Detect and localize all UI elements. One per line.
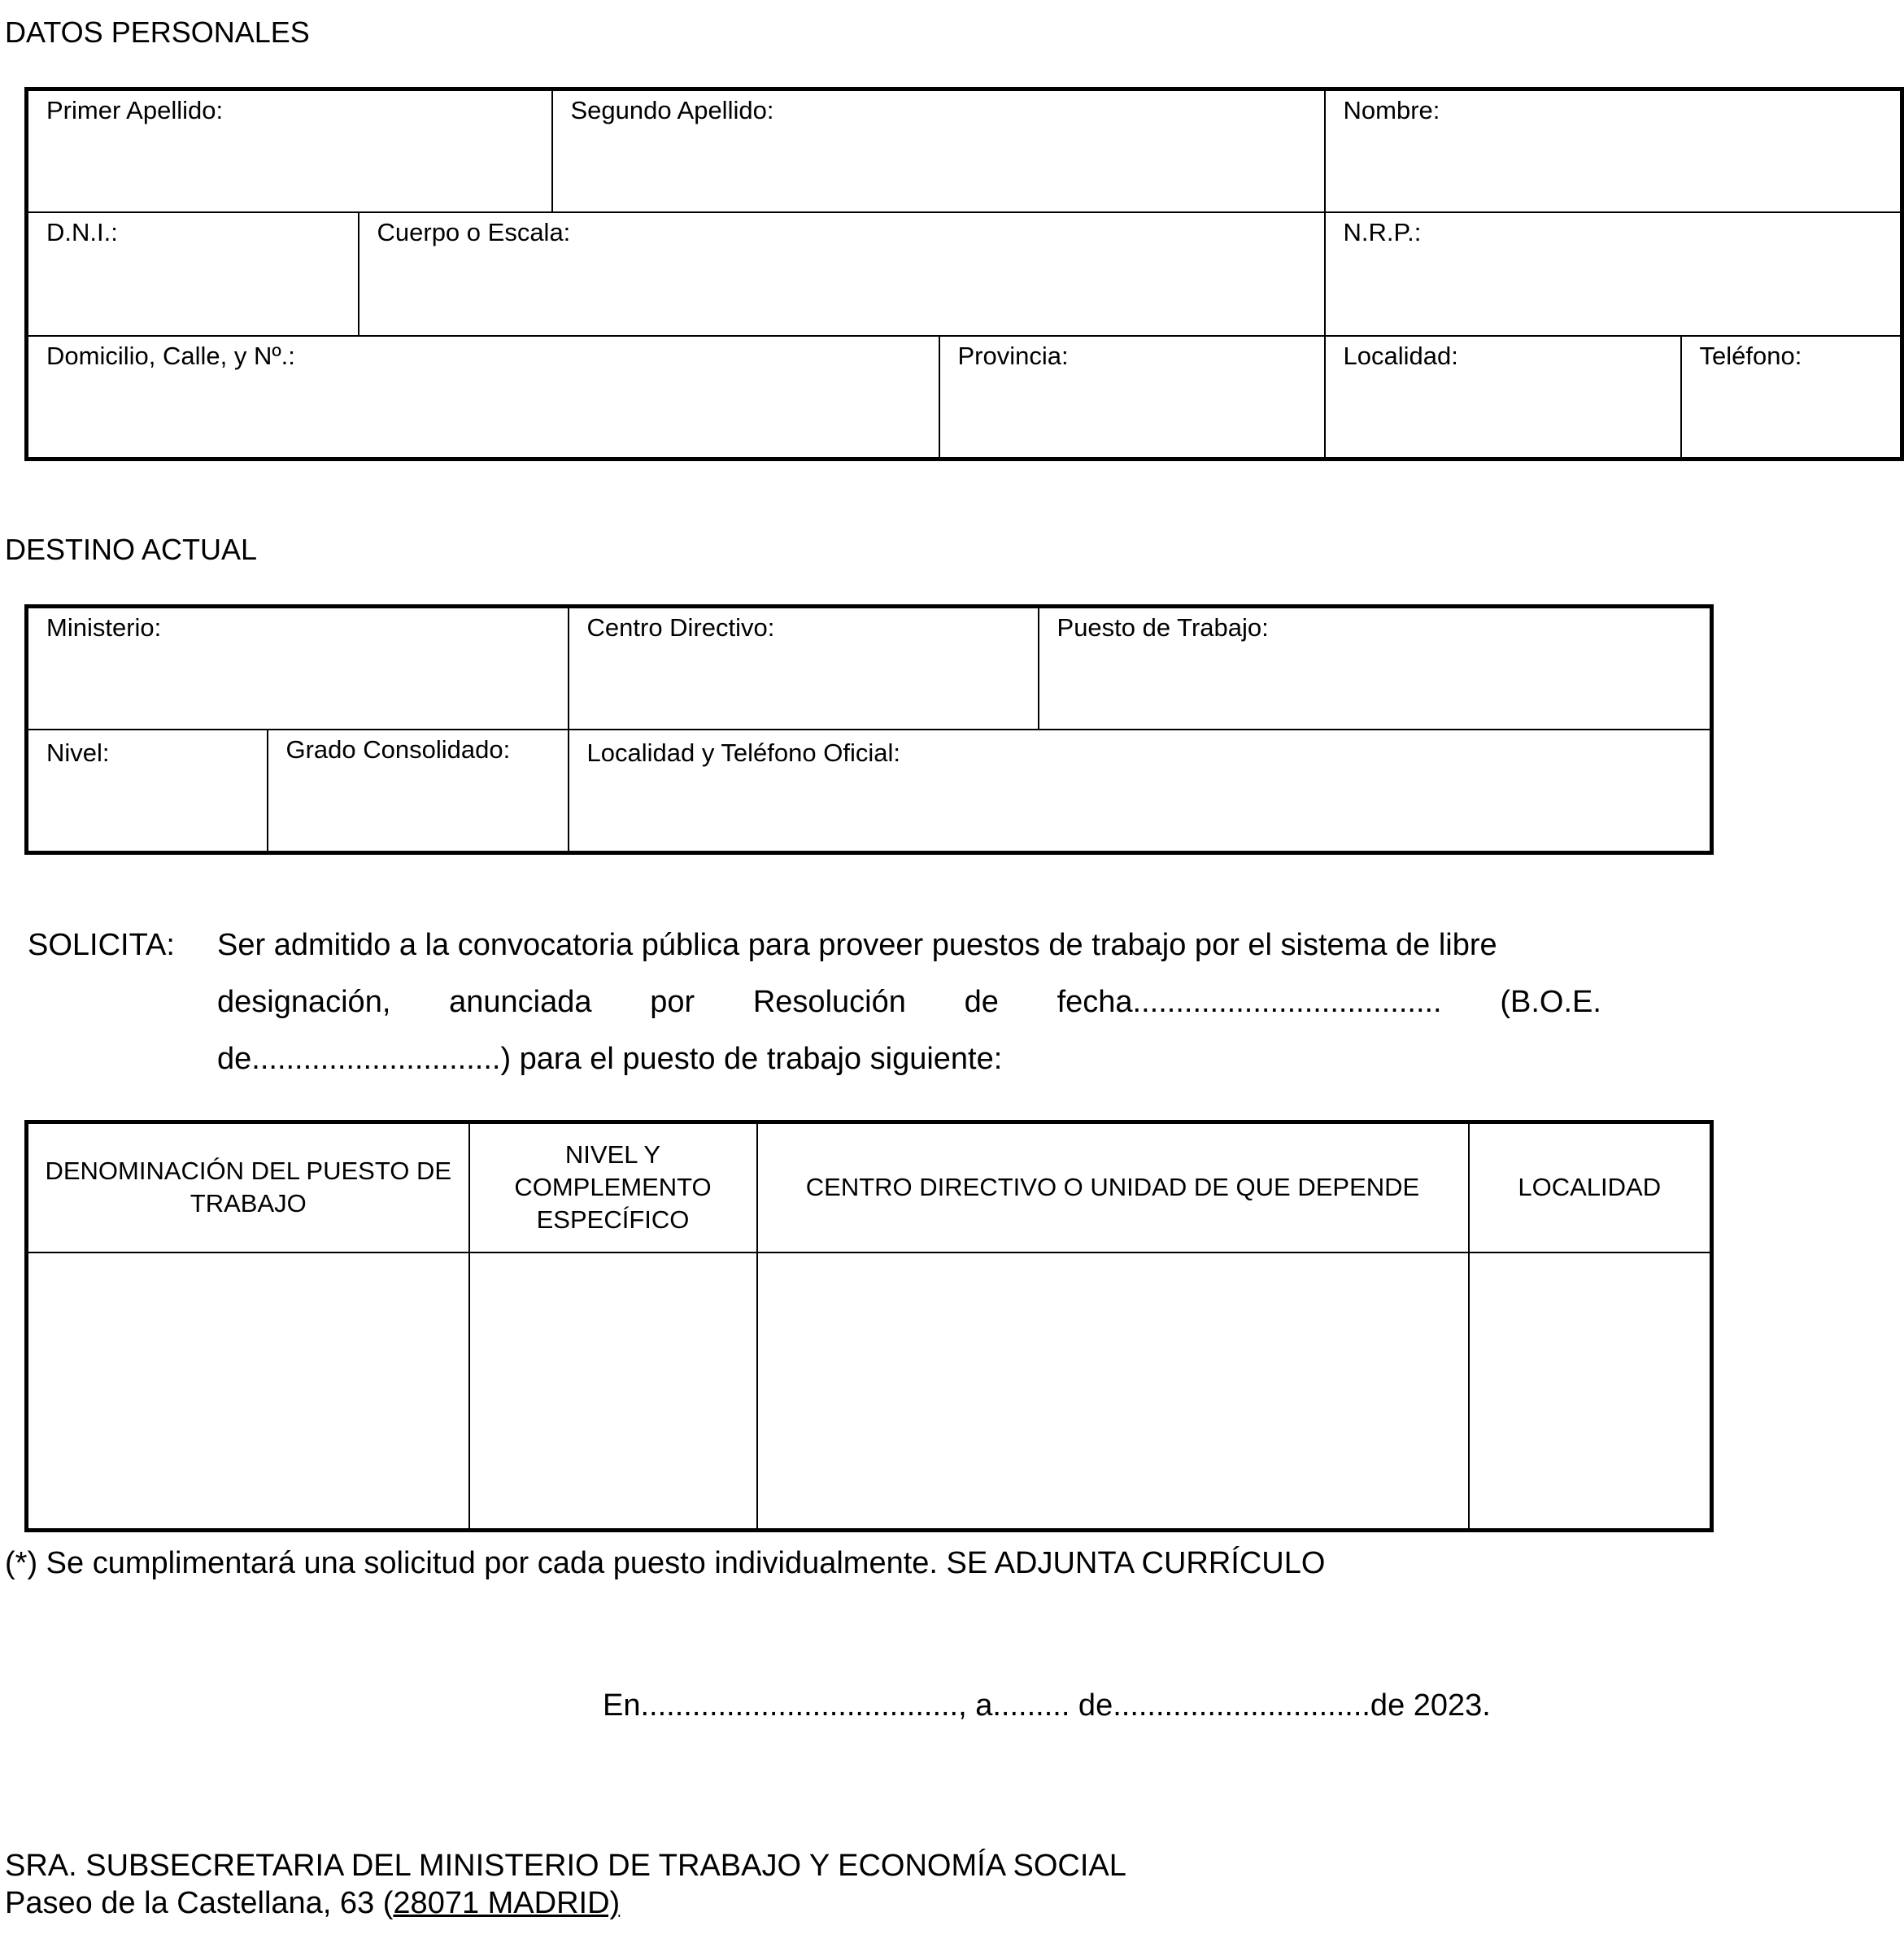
label-domicilio: Domicilio, Calle, y Nº.: [46,341,295,370]
label-ministerio: Ministerio: [46,613,162,642]
field-telefono[interactable] [1681,336,1902,460]
label-nivel: Nivel: [46,738,110,767]
cell-centro-directivo[interactable] [757,1252,1469,1531]
header-denominacion [27,1122,469,1252]
field-grado-consolidado[interactable] [268,730,569,853]
destinatario-line-2 [5,1885,620,1921]
field-nivel[interactable] [27,730,268,853]
solicita-line-2 [217,984,1601,1020]
label-centro-directivo: Centro Directivo: [586,613,775,642]
solicita-word: Resolución [752,985,906,1019]
field-nombre[interactable] [1325,89,1902,213]
destinatario-address: Paseo de la Castellana, 63 ( [5,1886,394,1920]
label-dni: D.N.I.: [46,218,118,247]
solicita-line-1: Ser admitido a la convocatoria pública para proveer puestos de trabajo por el sistema de libre [217,928,1497,962]
label-localidad: Localidad: [1343,341,1458,370]
field-localidad[interactable] [1325,336,1681,460]
solicita-word: de [964,985,999,1019]
fecha-lugar-line: En....................................., a......... de..............................de 2023. [603,1688,1491,1723]
label-telefono: Teléfono: [1699,341,1802,370]
destinatario-line-1: SRA. SUBSECRETARIA DEL MINISTERIO DE TRABAJO Y ECONOMÍA SOCIAL [5,1849,1126,1883]
field-segundo-apellido[interactable] [552,89,1325,213]
section-title-destino-actual: DESTINO ACTUAL [5,533,258,566]
solicita-word: por [650,985,695,1019]
label-puesto-trabajo: Puesto de Trabajo: [1057,613,1269,642]
label-localidad-telefono-oficial: Localidad y Teléfono Oficial: [586,738,900,767]
header-localidad-text: LOCALIDAD [1518,1173,1662,1202]
destino-actual-table [24,604,1714,855]
field-primer-apellido[interactable] [27,89,552,213]
field-nrp[interactable] [1325,212,1902,336]
header-denominacion-text: DENOMINACIÓN DEL PUESTO DE TRABAJO [45,1157,452,1218]
cell-denominacion[interactable] [27,1252,469,1531]
solicita-label: SOLICITA: [28,928,175,962]
label-grado-consolidado: Grado Consolidado: [285,735,511,764]
cell-nivel-complemento[interactable] [469,1252,757,1531]
label-segundo-apellido: Segundo Apellido: [570,96,774,124]
label-primer-apellido: Primer Apellido: [46,96,224,124]
solicita-word: fecha.................................... [1057,985,1442,1019]
field-puesto-trabajo[interactable] [1039,607,1712,730]
puestos-table [24,1120,1714,1532]
field-cuerpo-escala[interactable] [359,212,1325,336]
label-nrp: N.R.P.: [1343,218,1422,247]
label-provincia: Provincia: [957,341,1069,370]
field-ministerio[interactable] [27,607,569,730]
destinatario-postal-code: 28071 MADRID) [393,1886,621,1920]
cell-localidad[interactable] [1469,1252,1712,1531]
header-centro-directivo-text: CENTRO DIRECTIVO O UNIDAD DE QUE DEPENDE [805,1173,1420,1202]
section-title-datos-personales: DATOS PERSONALES [5,15,310,49]
field-provincia[interactable] [939,336,1325,460]
solicita-word: designación, [217,985,391,1019]
field-dni[interactable] [27,212,359,336]
solicita-word: anunciada [449,985,592,1019]
label-nombre: Nombre: [1343,96,1440,124]
header-nivel-complemento-text: NIVEL Y COMPLEMENTO ESPECÍFICO [514,1140,712,1235]
datos-personales-table [24,87,1904,461]
field-domicilio[interactable] [27,336,939,460]
label-cuerpo-escala: Cuerpo o Escala: [377,218,571,247]
header-localidad [1469,1122,1712,1252]
solicita-line-3: de.............................) para el puesto de trabajo siguiente: [217,1042,1003,1076]
field-localidad-telefono-oficial[interactable] [569,730,1712,853]
header-nivel-complemento [469,1122,757,1252]
nota-curriculo: (*) Se cumplimentará una solicitud por cada puesto individualmente. SE ADJUNTA CURRÍCULO [5,1546,1326,1580]
header-centro-directivo [757,1122,1469,1252]
field-centro-directivo[interactable] [569,607,1039,730]
solicita-word: (B.O.E. [1500,985,1601,1019]
